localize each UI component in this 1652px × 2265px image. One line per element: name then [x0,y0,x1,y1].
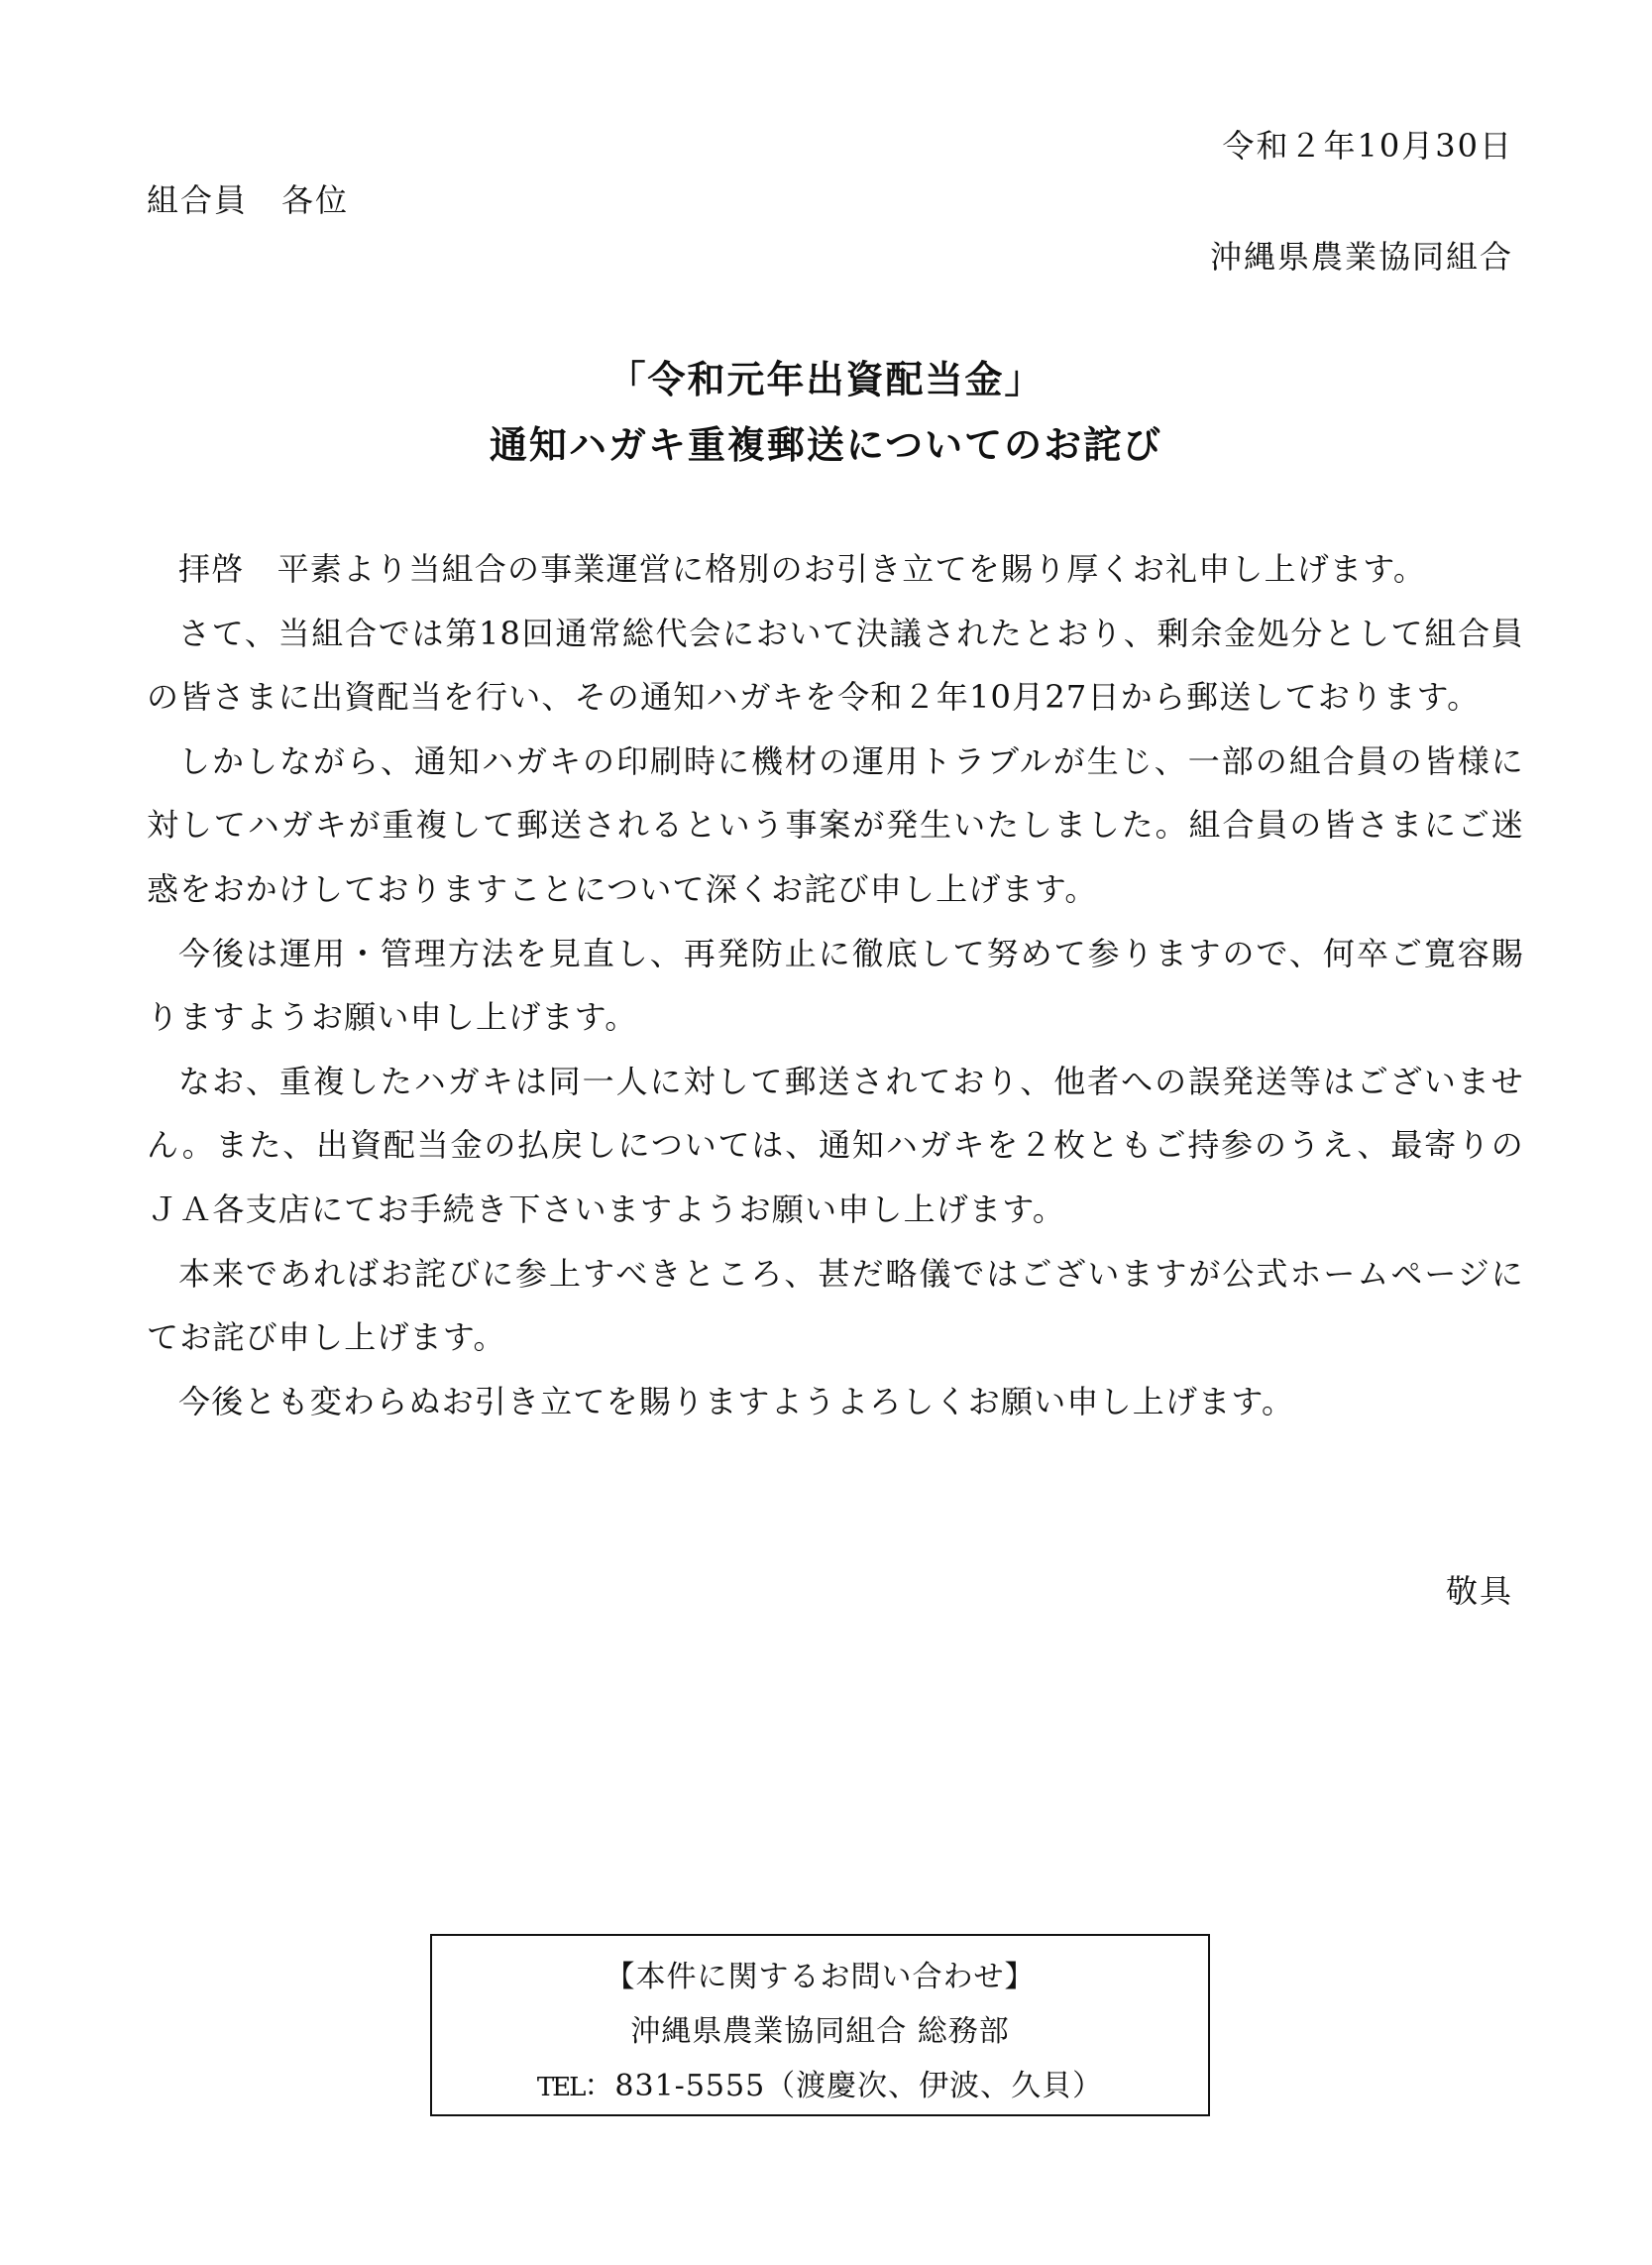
paragraph-closing-wish: 今後とも変わらぬお引き立てを賜りますようよろしくお願い申し上げます。 [178,1382,1295,1420]
document-title-line-2: 通知ハガキ重複郵送についてのお詫び [489,422,1163,467]
contact-department: 沖縄県農業協同組合 総務部 [630,2014,1010,2049]
paragraph-apology: 本来であればお詫びに参上すべきところ、甚だ略儀ではございますが公式ホームページにてお詫び申し上げます。 [147,1254,1524,1357]
paragraph-instructions: なお、重複したハガキは同一人に対して郵送されており、他者への誤発送等はございません。また、出資配当金の払戻しについては、通知ハガキを２枚ともご持参のうえ、最寄りのＪＡ各支店にてお手続き下さいますようお願い申し上げます。 [147,1062,1524,1228]
contact-heading: 【本件に関するお問い合わせ】 [605,1960,1036,1994]
closing-keigu: 敬具 [1445,1572,1513,1610]
contact-phone [432,2059,1208,2115]
recipient: 組合員 各位 [147,181,350,219]
document-title-line-1: 「令和元年出資配当金」 [607,357,1045,401]
paragraph-prevention: 今後は運用・管理方法を見直し、再発防止に徹底して努めて参りますので、何卒ご寛容賜りますようお願い申し上げます。 [147,934,1524,1037]
paragraph-incident: しかしながら、通知ハガキの印刷時に機材の運用トラブルが生じ、一部の組合員の皆様に対してハガキが重複して郵送されるという事案が発生いたしました。組合員の皆さまにご迷惑をおかけしておりますことについて深くお詫び申し上げます。 [147,741,1524,908]
letter-body [147,537,1524,1433]
contact-phone-text: ：831-5555（渡慶次、伊波、久貝） [584,2069,1104,2103]
paragraph-background: さて、当組合では第18回通常総代会において決議されたとおり、剰余金処分として組合員の皆さまに出資配当を行い、その通知ハガキを令和２年10月27日から郵送しております。 [147,614,1524,717]
contact-box [430,1934,1210,2116]
paragraph-greeting: 拝啓 平素より当組合の事業運営に格別のお引き立てを賜り厚くお礼申し上げます。 [178,550,1427,588]
tel-mark: TEL [536,2073,585,2102]
sender-organization: 沖縄県農業協同組合 [1209,238,1513,276]
document-date: 令和２年10月30日 [1222,127,1513,165]
